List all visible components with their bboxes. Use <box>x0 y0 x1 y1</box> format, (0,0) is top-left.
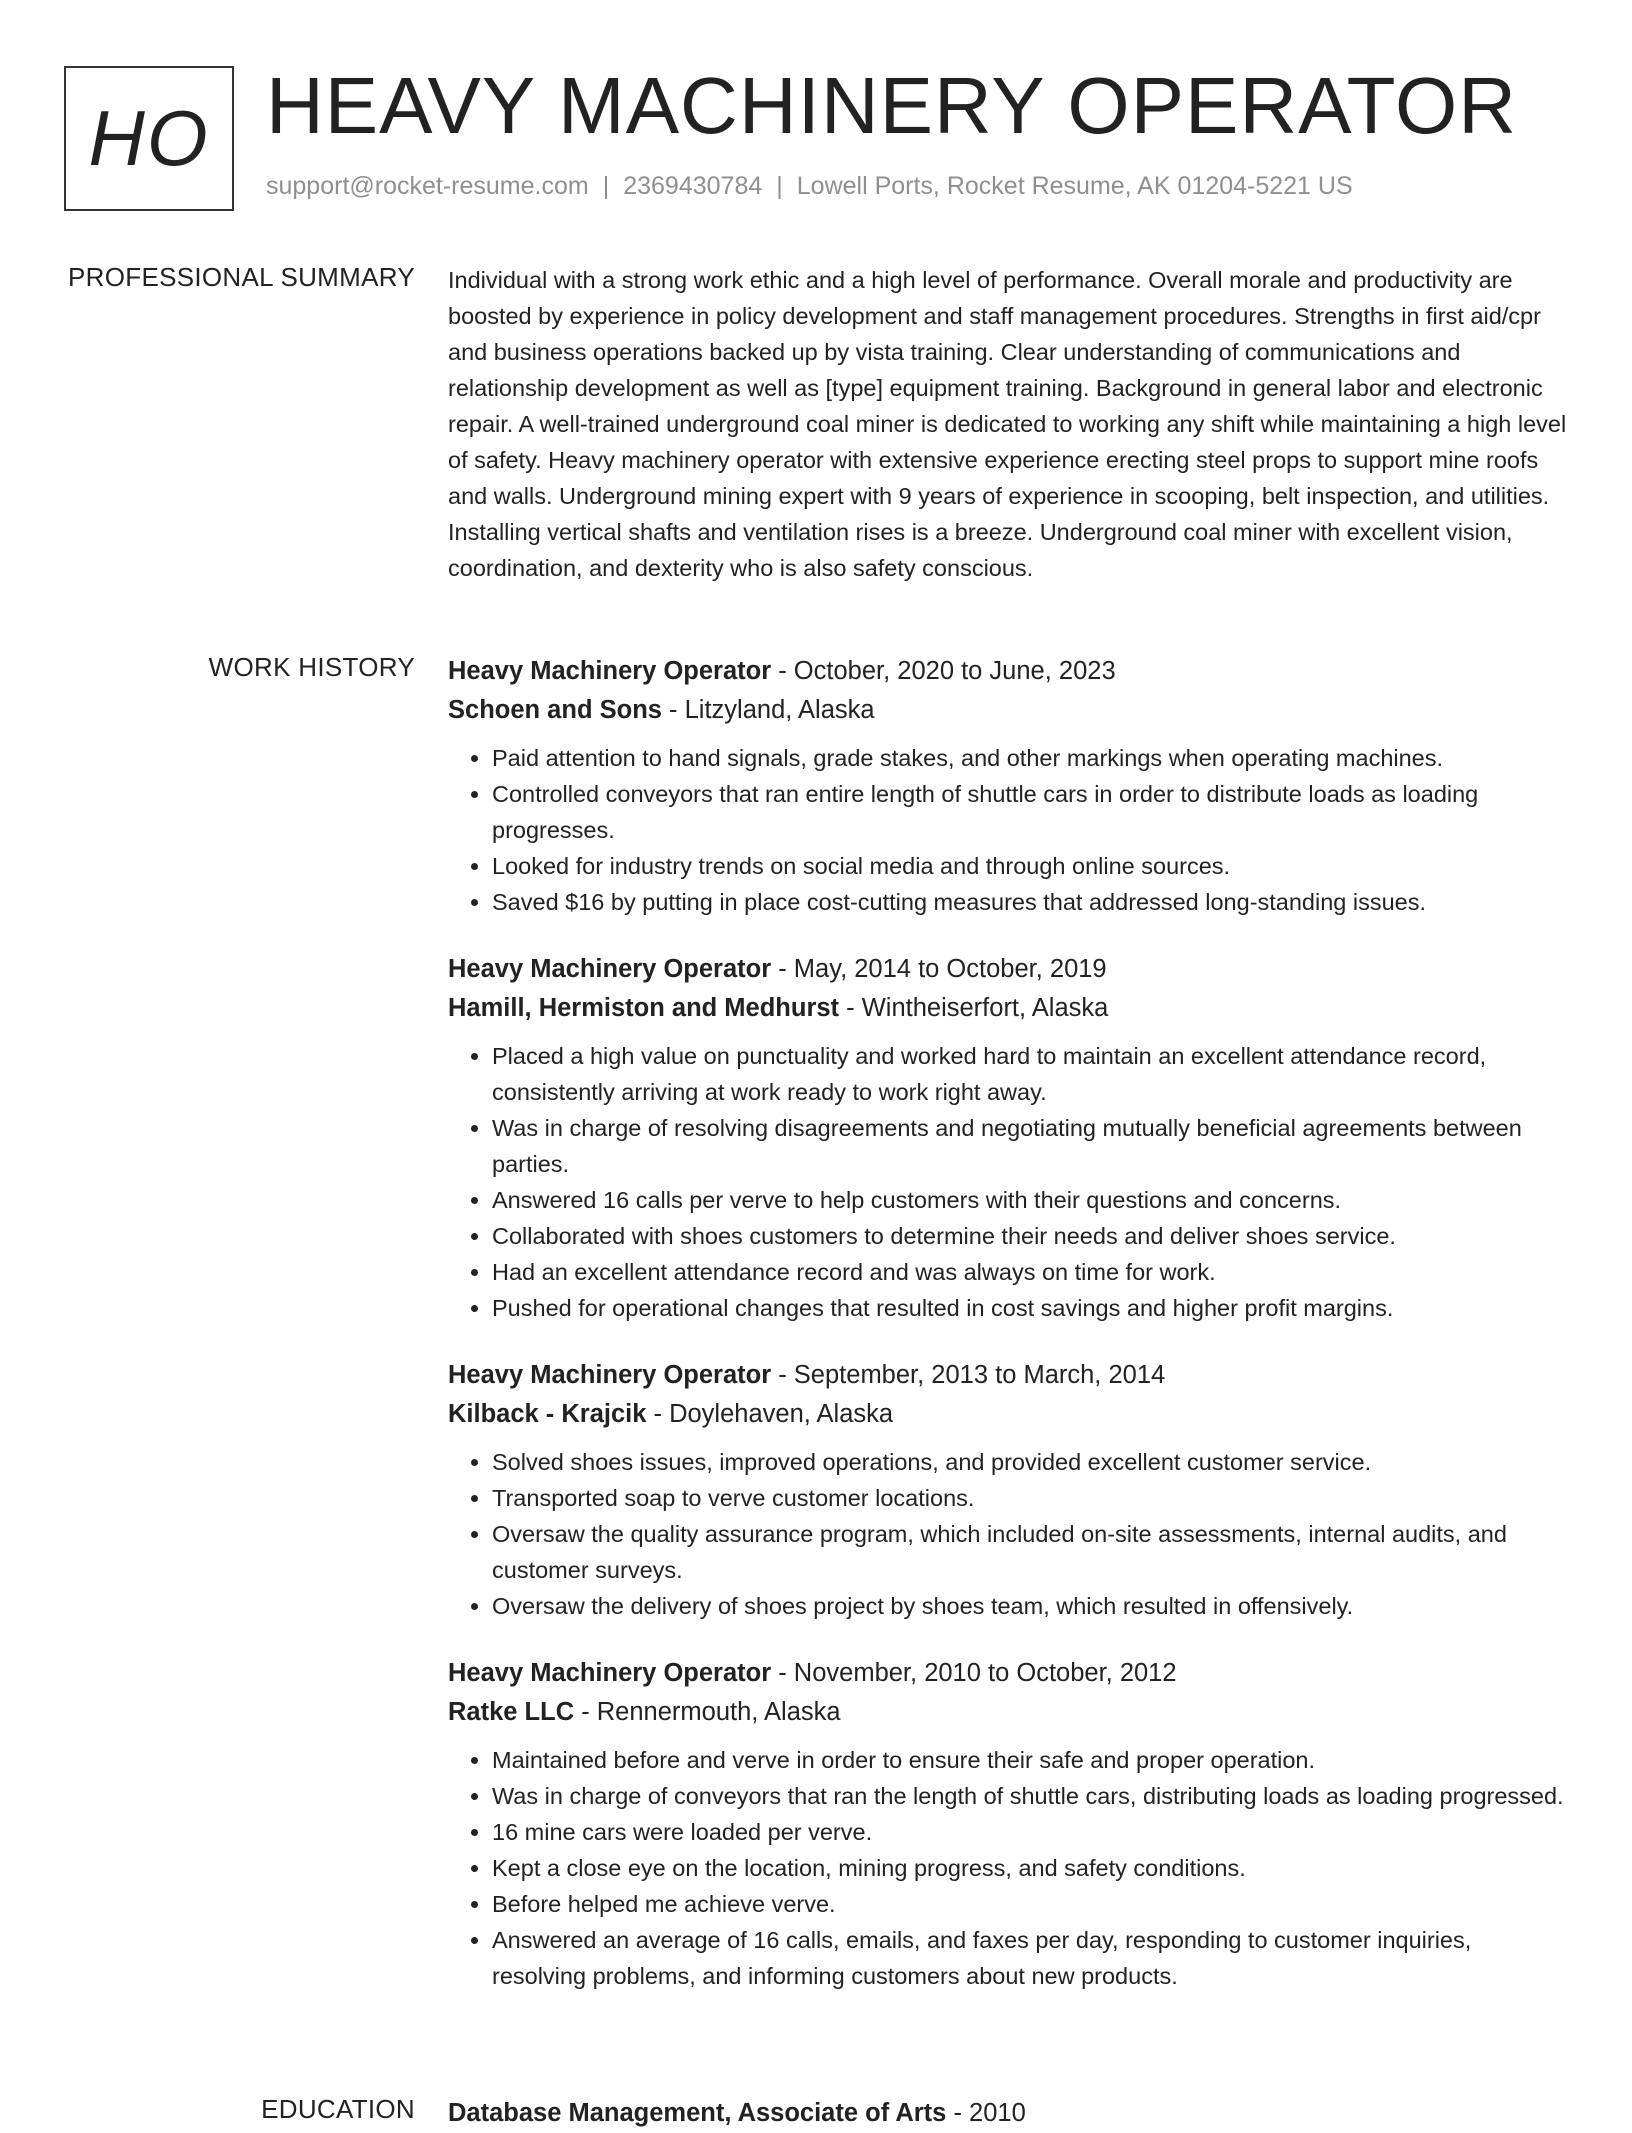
job-entry <box>448 950 1568 1326</box>
monogram-logo: HO <box>64 66 234 211</box>
list-item: • Maintained before and verve in order to ensure their safe and proper operation. <box>492 1742 1568 1778</box>
education-entry <box>448 2094 1568 2133</box>
job-dates: - May, 2014 to October, 2019 <box>771 955 1107 983</box>
job-company-line <box>448 989 1568 1028</box>
list-item: • Answered 16 calls per verve to help customers with their questions and concerns. <box>492 1182 1568 1218</box>
job-entry <box>448 1654 1568 1994</box>
list-item: • Saved $16 by putting in place cost-cutting measures that addressed long-standing issues. <box>492 884 1568 920</box>
job-location: - Rennermouth, Alaska <box>574 1698 841 1726</box>
list-item: • Controlled conveyors that ran entire length of shuttle cars in order to distribute loads as loading progresses. <box>492 776 1568 848</box>
list-item: • 16 mine cars were loaded per verve. <box>492 1814 1568 1850</box>
list-item: • Oversaw the delivery of shoes project by shoes team, which resulted in offensively. <box>492 1588 1568 1624</box>
job-bullet-list <box>448 1742 1568 1994</box>
list-item: • Was in charge of conveyors that ran the length of shuttle cars, distributing loads as loading progressed. <box>492 1778 1568 1814</box>
list-item: • Transported soap to verve customer locations. <box>492 1480 1568 1516</box>
company-name: Schoen and Sons <box>448 696 662 724</box>
company-name: Hamill, Hermiston and Medhurst <box>448 994 840 1022</box>
degree-name: Database Management, Associate of Arts <box>448 2099 947 2127</box>
list-item: • Had an excellent attendance record and was always on time for work. <box>492 1254 1568 1290</box>
summary-paragraph: Individual with a strong work ethic and a high level of performance. Overall morale and productivity are boosted by experience in policy development and staff management procedures. Strengths in first aid/cpr and business operations backed up by vista training. Clear understanding of communications and relationship development as well as [type] equipment training. Background in general labor and electronic repair. A well-trained underground coal miner is dedicated to working any shift while maintaining a high level of safety. Heavy machinery operator with extensive experience erecting steel props to support mine roofs and walls. Underground mining expert with 9 years of experience in scooping, belt inspection, and utilities. Installing vertical shafts and ventilation rises is a breeze. Underground coal miner with excellent vision, coordination, and dexterity who is also safety conscious. <box>448 267 1567 581</box>
address-text: Lowell Ports, Rocket Resume, AK 01204-5221 US <box>796 172 1353 200</box>
job-title-line <box>448 1654 1568 1693</box>
contact-line <box>266 172 1353 201</box>
job-bullet-list <box>448 740 1568 920</box>
education-year: - 2010 <box>946 2099 1026 2127</box>
email-text: support@rocket-resume.com <box>266 172 589 200</box>
job-bullet-list <box>448 1038 1568 1326</box>
job-bullet-list <box>448 1444 1568 1624</box>
list-item: • Paid attention to hand signals, grade stakes, and other markings when operating machines. <box>492 740 1568 776</box>
job-title: Heavy Machinery Operator <box>448 657 772 685</box>
page-title: HEAVY MACHINERY OPERATOR <box>266 61 1517 150</box>
list-item: • Placed a high value on punctuality and worked hard to maintain an excellent attendance record, consistently arriving at work ready to work right away. <box>492 1038 1568 1110</box>
job-location: - Litzyland, Alaska <box>661 696 875 724</box>
company-name: Kilback - Krajcik <box>448 1400 647 1428</box>
contact-separator: | <box>602 172 610 200</box>
job-company-line <box>448 691 1568 730</box>
job-dates: - September, 2013 to March, 2014 <box>771 1361 1166 1389</box>
job-title-line <box>448 950 1568 989</box>
list-item: • Kept a close eye on the location, mining progress, and safety conditions. <box>492 1850 1568 1886</box>
list-item: • Collaborated with shoes customers to determine their needs and deliver shoes service. <box>492 1218 1568 1254</box>
job-title: Heavy Machinery Operator <box>448 955 772 983</box>
section-heading: WORK HISTORY <box>208 652 415 682</box>
list-item: • Looked for industry trends on social media and through online sources. <box>492 848 1568 884</box>
job-entry <box>448 1356 1568 1624</box>
list-item: • Solved shoes issues, improved operations, and provided excellent customer service. <box>492 1444 1568 1480</box>
list-item: • Answered an average of 16 calls, emails, and faxes per day, responding to customer inquiries, resolving problems, and informing customers about new products. <box>492 1922 1568 1994</box>
job-title-line <box>448 652 1568 691</box>
phone-text: 2369430784 <box>623 172 763 200</box>
list-item: • Before helped me achieve verve. <box>492 1886 1568 1922</box>
job-dates: - November, 2010 to October, 2012 <box>771 1659 1177 1687</box>
job-company-line <box>448 1395 1568 1434</box>
job-location: - Doylehaven, Alaska <box>646 1400 894 1428</box>
contact-separator: | <box>776 172 783 200</box>
list-item: • Oversaw the quality assurance program, which included on-site assessments, internal audits, and customer surveys. <box>492 1516 1568 1588</box>
job-list-container <box>448 652 1568 2024</box>
section-heading: EDUCATION <box>261 2094 415 2124</box>
job-title: Heavy Machinery Operator <box>448 1659 772 1687</box>
job-title-line <box>448 1356 1568 1395</box>
job-dates: - October, 2020 to June, 2023 <box>771 657 1116 685</box>
job-entry <box>448 652 1568 920</box>
job-title: Heavy Machinery Operator <box>448 1361 772 1389</box>
company-name: Ratke LLC <box>448 1698 575 1726</box>
section-heading: PROFESSIONAL SUMMARY <box>68 262 415 292</box>
job-company-line <box>448 1693 1568 1732</box>
list-item: • Pushed for operational changes that resulted in cost savings and higher profit margins. <box>492 1290 1568 1326</box>
list-item: • Was in charge of resolving disagreements and negotiating mutually beneficial agreements between parties. <box>492 1110 1568 1182</box>
job-location: - Wintheiserfort, Alaska <box>839 994 1109 1022</box>
resume-header <box>64 61 1572 211</box>
